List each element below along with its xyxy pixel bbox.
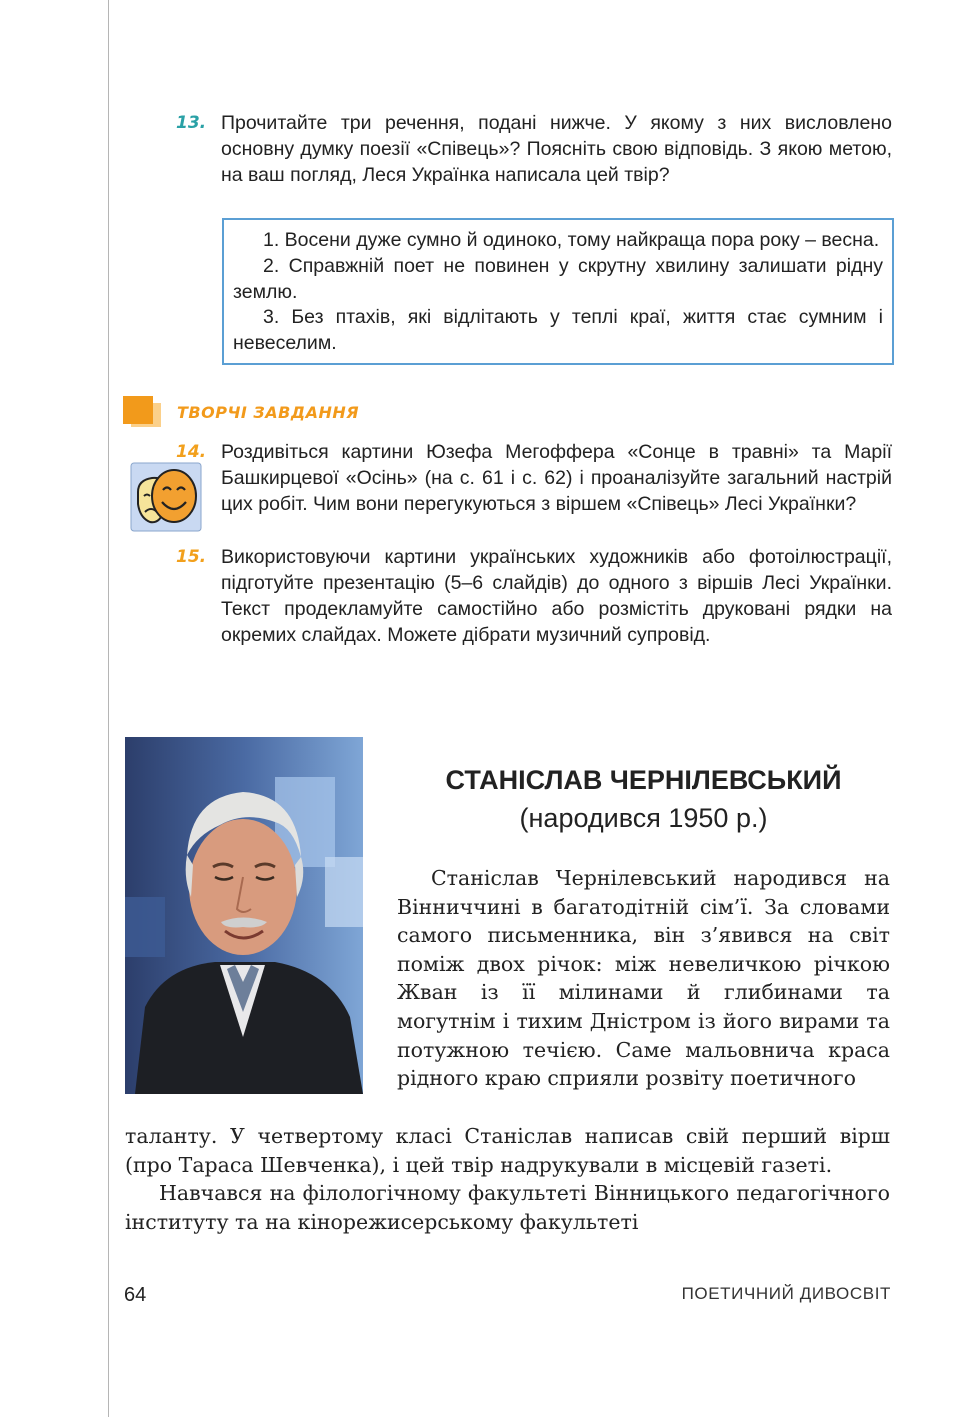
- biography-text-full: [125, 1122, 890, 1236]
- task-number: 13.: [176, 113, 207, 133]
- task-number: 14.: [176, 442, 207, 462]
- task-13: [176, 110, 892, 188]
- statements-box: [222, 218, 894, 365]
- biography-years: (народився 1950 р.): [519, 803, 768, 833]
- task-text: Прочитайте три речення, подані нижче. У якому з них висловлено основну думку поезії «Співець»? Поясніть свою відповідь. З якою метою, на ваш погляд, Леся Українка написала цей твір?: [221, 112, 892, 186]
- author-portrait: [125, 737, 363, 1094]
- statement-item: 3. Без птахів, які відлітають у теплі краї, життя стає сумним і невеселим.: [233, 306, 883, 355]
- biography-name: СТАНІСЛАВ ЧЕРНІЛЕВСЬКИЙ: [445, 765, 842, 795]
- biography-paragraph: Станіслав Чернілевський народився на Вінниччині в багатодітній сім’ї. За словами самого письменника, він з’явився на світ поміж двох річок: між невеличкою річкою Жван із її мілинами й глибинами та могутнім і тихим Дністром із його вирами та потужною течією. Саме мальовнича краса рідного краю сприяли розвіту поетичного: [397, 866, 890, 1091]
- task-text: Роздивіться картини Юзефа Мегоффера «Сонце в травні» та Марії Башкирцевої «Осінь» (на с. 61 і с. 62) і проаналізуйте загальний настрій цих робіт. Чим вони перегукуються з віршем «Співець» Лесі Українки?: [221, 441, 892, 515]
- statement-item: 1. Восени дуже сумно й одиноко, тому найкраща пора року – весна.: [263, 229, 880, 251]
- biography-text-column: [397, 864, 890, 1093]
- section-marker-icon: [123, 396, 183, 432]
- task-number: 15.: [176, 547, 207, 567]
- page-margin-line: [108, 0, 109, 1417]
- task-14: [176, 439, 892, 517]
- task-text: Використовуючи картини українських художників або фотоілюстрації, підготуйте презентацію (5–6 слайдів) до одного з віршів Лесі Українки. Текст продекламуйте самостійно або розмістіть друковані рядки на окремих слайдах. Можете дібрати музичний супровід.: [221, 546, 892, 646]
- task-15: [176, 544, 892, 648]
- biography-paragraph: Навчався на філологічному факультеті Вінницького педагогічного інституту та на кінорежисерському факультеті: [125, 1181, 890, 1234]
- statement-item: 2. Справжній поет не повинен у скрутну хвилину залишати рідну землю.: [233, 254, 883, 303]
- creative-tasks-heading: ТВОРЧІ ЗАВДАННЯ: [177, 403, 360, 422]
- biography-paragraph: таланту. У четвертому класі Станіслав написав свій перший вірш (про Тараса Шевченка), і цей твір надрукували в місцевій газеті.: [125, 1124, 890, 1177]
- page-number: 64: [124, 1284, 147, 1306]
- section-title: ПОЕТИЧНИЙ ДИВОСВІТ: [681, 1284, 891, 1303]
